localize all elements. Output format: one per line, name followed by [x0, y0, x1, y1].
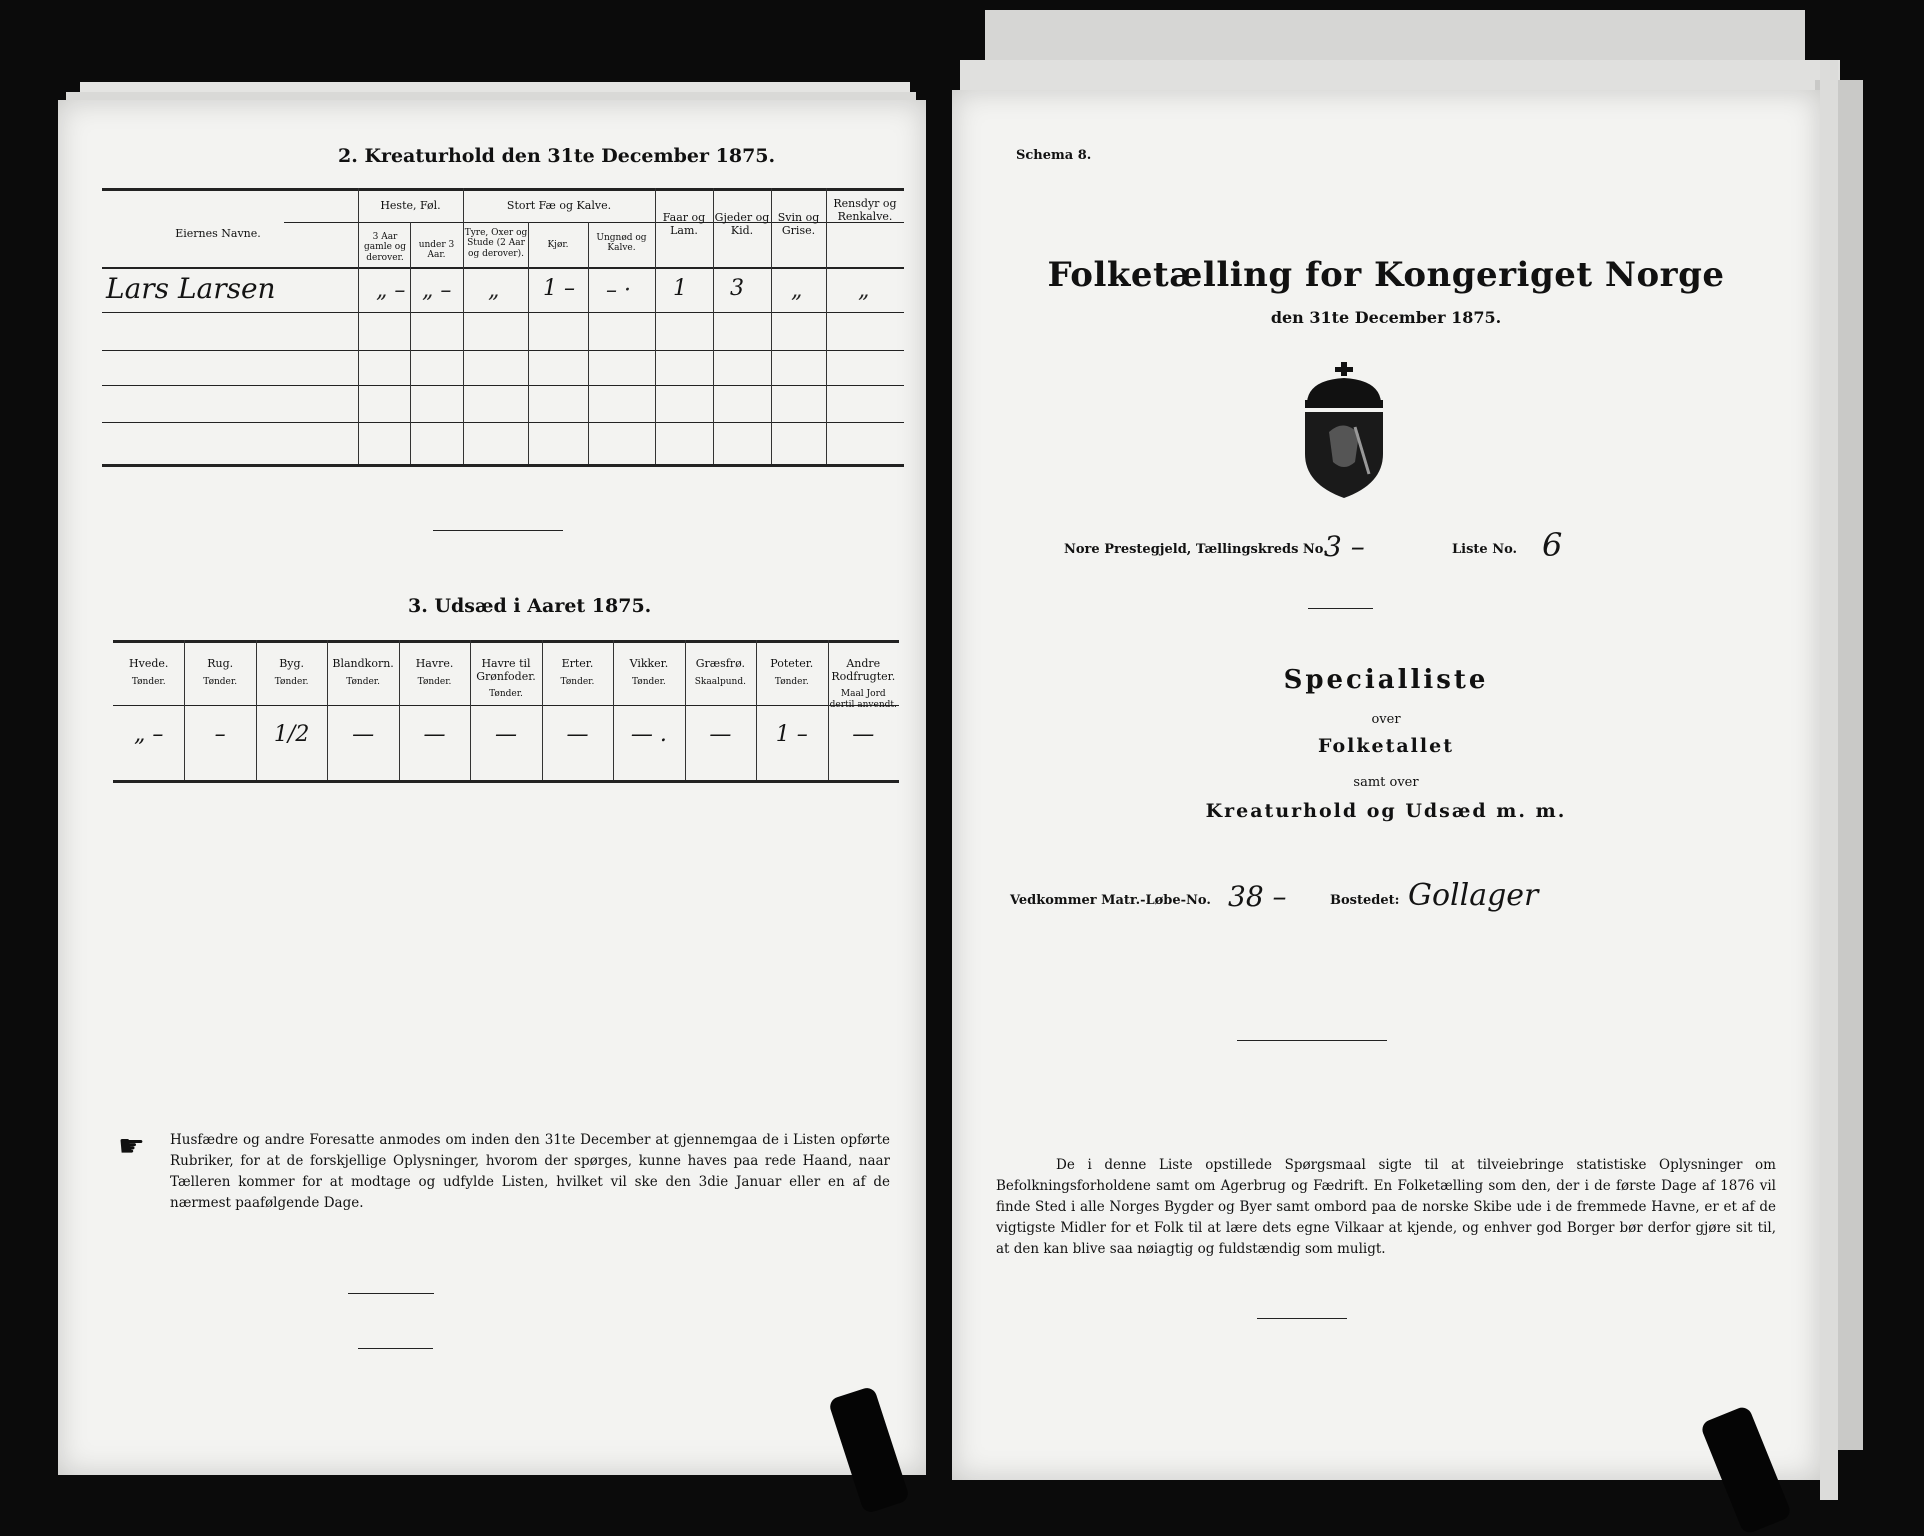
- seed-header: [327, 658, 398, 687]
- header-cattle-cows: Kjør.: [547, 240, 569, 250]
- seed-header: [256, 658, 327, 687]
- seed-header-unit: Tønder.: [489, 689, 523, 700]
- seed-header-name: Erter.: [561, 657, 594, 670]
- matr-number: 38 –: [1228, 880, 1287, 913]
- header-reindeer: Rensdyr og Renkalve.: [833, 197, 897, 223]
- seed-header-name: Hvede.: [129, 657, 169, 670]
- seed-header-name: Andre Rodfrugter.: [831, 657, 896, 683]
- header-horses: Heste, Føl.: [380, 199, 441, 212]
- header-owner-names: Eiernes Navne.: [175, 227, 261, 240]
- seed-value: 1/2: [273, 722, 310, 747]
- divider: [348, 1293, 434, 1294]
- header-cattle-young: Ungnød og Kalve.: [596, 233, 647, 254]
- value-sheep: 1: [673, 276, 687, 301]
- kreaturhold-heading: Kreaturhold og Udsæd m. m.: [1205, 800, 1567, 822]
- section3-title: 3. Udsæd i Aaret 1875.: [408, 595, 652, 617]
- seed-header-unit: Maal Jord dertil anvendt.: [829, 689, 897, 710]
- divider: [1237, 1040, 1387, 1041]
- specialliste-heading: Specialliste: [1283, 665, 1489, 695]
- census-date: den 31te December 1875.: [1270, 308, 1502, 327]
- schema-label: Schema 8.: [1016, 148, 1092, 163]
- divider: [433, 530, 563, 531]
- seed-header-unit: Tønder.: [632, 676, 666, 687]
- section2-title: 2. Kreaturhold den 31te December 1875.: [338, 145, 776, 167]
- seed-header-unit: Tønder.: [774, 676, 809, 687]
- seed-value: —: [852, 722, 875, 747]
- divider: [1257, 1318, 1347, 1319]
- seed-value: —: [494, 722, 517, 747]
- folketallet-heading: Folketallet: [1318, 735, 1454, 757]
- seed-header: [470, 658, 541, 700]
- seed-value: —: [352, 722, 375, 747]
- header-goats: Gjeder og Kid.: [714, 211, 770, 237]
- stacked-sheet: [1820, 60, 1838, 1500]
- seed-header: [756, 658, 827, 687]
- divider: [1308, 608, 1373, 609]
- parish-label: Nore Prestegjeld, Tællingskreds No.: [1064, 542, 1328, 557]
- seed-header-name: Vikker.: [629, 657, 669, 670]
- list-label: Liste No.: [1452, 542, 1518, 557]
- seed-header-name: Poteter.: [770, 657, 814, 670]
- seed-value: — .: [630, 722, 667, 747]
- intro-paragraph: De i denne Liste opstillede Spørgsmaal sigte til at tilveiebringe statistiske Oplysninger om Befolkningsforholdene samt om Agerbrug og Fædrift. En Folketælling som den, der i de første Dage af 1876 vil finde Sted i alle Norges Bygder og Byer samt ombord paa de norske Skibe ude i de fremmede Havne, er et af de vigtigste Midler for et Folk til at lære dets egne Vilkaar at kjende, og enhver god Borger bør derfor gjøre sit til, at den kan blive saa nøiagtig og fuldstændig som muligt.: [996, 1157, 1776, 1257]
- seed-header-name: Blandkorn.: [332, 657, 394, 670]
- seed-header: [685, 658, 756, 687]
- census-title: Folketælling for Kongeriget Norge: [1047, 255, 1725, 295]
- seed-value: „ –: [134, 722, 164, 747]
- left-page: [58, 100, 926, 1475]
- right-page: [952, 90, 1820, 1480]
- value-cattle-bulls: „: [488, 278, 500, 303]
- over-text: over: [1371, 712, 1401, 727]
- seed-header-unit: Tønder.: [203, 676, 238, 687]
- value-reindeer: „: [858, 278, 870, 303]
- seed-header-unit: Tønder.: [274, 676, 309, 687]
- value-horses-under3: „ –: [422, 278, 452, 303]
- value-cattle-cows: 1 –: [543, 276, 575, 301]
- seed-header-unit: Tønder.: [560, 676, 595, 687]
- value-horses-3yr: „ –: [376, 278, 406, 303]
- header-cattle-bulls: Tyre, Oxer og Stude (2 Aar og derover).: [464, 228, 528, 259]
- seed-value: —: [566, 722, 589, 747]
- seed-header-name: Havre.: [415, 657, 454, 670]
- seed-value: 1 –: [775, 722, 808, 747]
- seed-header-name: Byg.: [279, 657, 305, 670]
- matr-label: Vedkommer Matr.-Løbe-No.: [1010, 893, 1211, 908]
- seed-value: –: [214, 722, 226, 747]
- value-goats: 3: [730, 276, 744, 301]
- owner-name: Lars Larsen: [106, 272, 276, 305]
- seed-header-unit: Tønder.: [417, 676, 452, 687]
- seed-header: [113, 658, 184, 687]
- bostedet-label: Bostedet:: [1330, 893, 1400, 908]
- value-pigs: „: [791, 278, 803, 303]
- seed-header-unit: Tønder.: [131, 676, 166, 687]
- seed-value: —: [423, 722, 446, 747]
- pointing-hand-icon: ☛: [118, 1129, 145, 1164]
- seed-header-name: Havre til Grønfoder.: [476, 657, 536, 683]
- header-cattle: Stort Fæ og Kalve.: [506, 199, 612, 212]
- seed-header-name: Rug.: [207, 657, 234, 670]
- header-horses-3yr: 3 Aar gamle og derover.: [364, 232, 406, 263]
- notice-text: Husfædre og andre Foresatte anmodes om inden den 31te December at gjennemgaa de i Listen opførte Rubriker, for at de forskjellige Oplysninger, hvorom der spørges, kunne haves paa rede Haand, naar Tælleren kommer for at modtage og udfylde Listen, hvilket vil ske den 3die Januar eller en af de nærmest paafølgende Dage.: [170, 1132, 890, 1211]
- seed-header: [399, 658, 470, 687]
- seed-header: [184, 658, 255, 687]
- seed-header-unit: Skaalpund.: [694, 676, 746, 687]
- district-number: 3 –: [1324, 530, 1365, 563]
- seed-header-unit: Tønder.: [346, 676, 380, 687]
- value-cattle-young: – ·: [606, 278, 631, 303]
- seed-header: [828, 658, 899, 710]
- header-pigs: Svin og Grise.: [777, 211, 820, 237]
- list-number: 6: [1542, 526, 1563, 564]
- header-sheep: Faar og Lam.: [662, 211, 706, 237]
- seed-value: —: [709, 722, 732, 747]
- samt-over-text: samt over: [1353, 775, 1419, 790]
- seed-header: [542, 658, 613, 687]
- header-horses-under3: under 3 Aar.: [418, 240, 455, 261]
- bostedet-value: Gollager: [1408, 878, 1539, 913]
- divider: [358, 1348, 433, 1349]
- coat-of-arms-icon: [1289, 362, 1399, 502]
- seed-header-name: Græsfrø.: [695, 657, 745, 670]
- seed-header: [613, 658, 684, 687]
